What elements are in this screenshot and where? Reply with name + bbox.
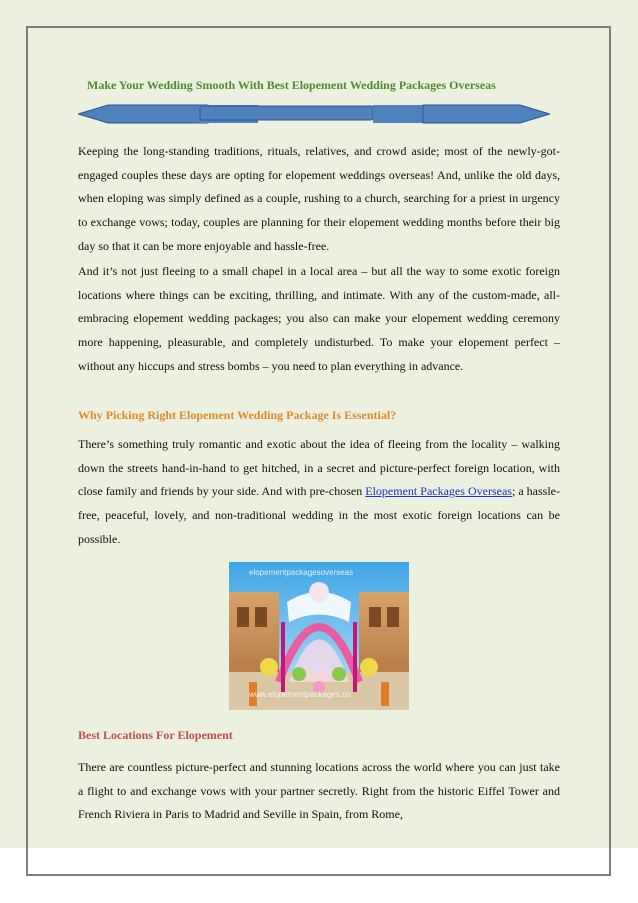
second-paragraph: And it’s not just fleeing to a small chapel in a local area – but all the way to some exotic foreign locations where things can be exciting, thrilling, and intimate. With any of the custom-made, all-embracing elopement wedding packages; you also can make your elopement wedding ceremony more happening, pleasurable, and completely undisturbed. To make your elopement perfect – without any hiccups and stress bombs – you need to plan everything in advance. xyxy=(78,264,560,373)
photo-watermark-bottom: www.elopementpackages.co xyxy=(249,690,351,699)
section-heading-locations: Best Locations For Elopement xyxy=(78,728,233,742)
third-paragraph-text-end: ; a hassle-free, peaceful, lovely, and non-traditional wedding in the most exotic foreign locations can be possible. xyxy=(78,484,561,546)
fourth-paragraph: There are countless picture-perfect and stunning locations across the world where you can just take a flight to and exchange vows with your partner secretly. Right from the historic Eiffel Tower and French Riviera in Paris to Madrid and Seville in Spain, from Rome, xyxy=(78,760,560,822)
third-paragraph-text-start: There’s something truly romantic and exotic about the idea of fleeing from the locality – walking down the streets hand-in-hand to get hitched, in a secret and picture-perfect foreign location, with close family and friends by your side. And with pre-chosen xyxy=(78,437,560,499)
third-paragraph xyxy=(78,433,560,552)
wedding-venue-photo xyxy=(229,562,409,710)
section-heading-why: Why Picking Right Elopement Wedding Package Is Essential? xyxy=(78,408,397,422)
document-title: Make Your Wedding Smooth With Best Elopement Wedding Packages Overseas xyxy=(87,78,496,92)
photo-watermark-top: elopementpackagesoverseas xyxy=(249,568,354,577)
elopement-packages-link[interactable]: Elopement Packages Overseas xyxy=(365,484,512,499)
title-banner-decoration xyxy=(78,104,550,124)
intro-paragraph: Keeping the long-standing traditions, rituals, relatives, and crowd aside; most of the newly-got-engaged couples these days are opting for elopement weddings overseas! And, unlike the old days, when eloping was simply defined as a couple, rushing to a church, searching for a priest in urgency to exchange vows; today, couples are planning for their elopement wedding months before their big day so that it can be more enjoyable and hassle-free. xyxy=(78,144,560,253)
